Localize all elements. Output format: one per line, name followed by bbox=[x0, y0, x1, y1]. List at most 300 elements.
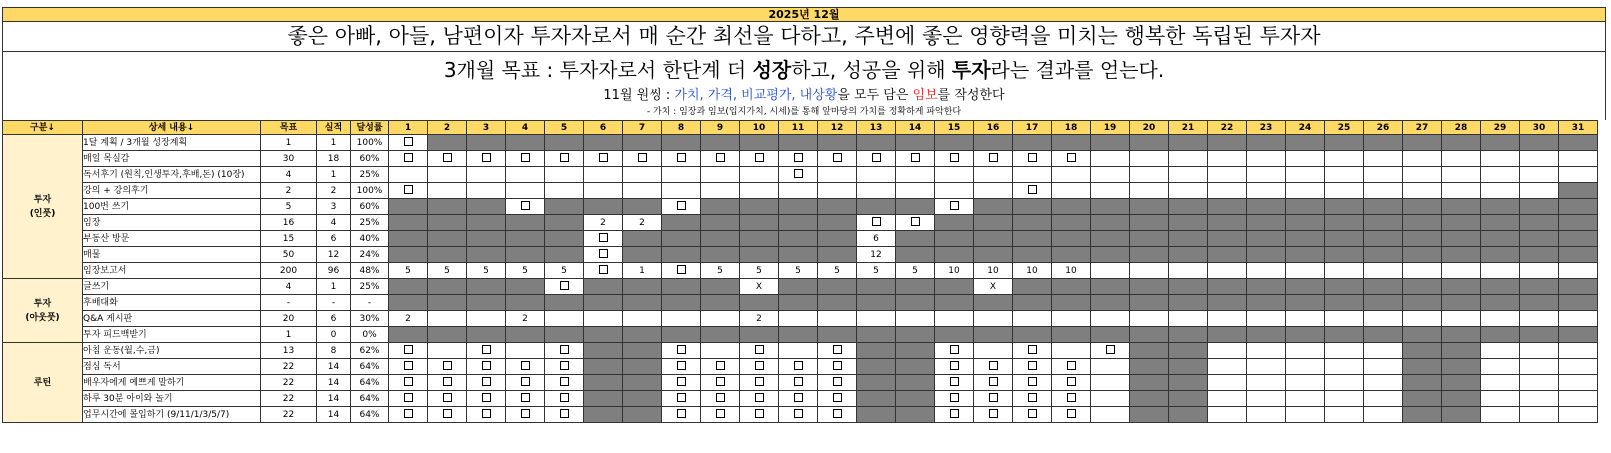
day-cell-check[interactable] bbox=[1013, 343, 1052, 359]
day-cell-check[interactable] bbox=[584, 151, 623, 167]
day-cell-off[interactable] bbox=[1325, 215, 1364, 231]
day-cell-off[interactable] bbox=[896, 375, 935, 391]
day-cell[interactable] bbox=[1481, 151, 1520, 167]
rate-cell[interactable]: 25% bbox=[351, 215, 389, 231]
day-cell-off[interactable] bbox=[506, 295, 545, 311]
checkbox-icon[interactable] bbox=[1106, 345, 1115, 354]
day-cell[interactable] bbox=[1013, 311, 1052, 327]
day-cell[interactable] bbox=[1130, 311, 1169, 327]
day-cell[interactable] bbox=[818, 183, 857, 199]
day-cell[interactable] bbox=[1247, 263, 1286, 279]
checkbox-icon[interactable] bbox=[833, 153, 842, 162]
day-cell-off[interactable] bbox=[428, 327, 467, 343]
day-cell-off[interactable] bbox=[896, 327, 935, 343]
day-cell[interactable] bbox=[857, 311, 896, 327]
day-cell[interactable] bbox=[1130, 151, 1169, 167]
day-cell-off[interactable] bbox=[428, 199, 467, 215]
day-cell[interactable] bbox=[1091, 391, 1130, 407]
day-cell[interactable] bbox=[896, 167, 935, 183]
day-cell-off[interactable] bbox=[623, 199, 662, 215]
checkbox-icon[interactable] bbox=[794, 153, 803, 162]
day-cell-check[interactable] bbox=[779, 167, 818, 183]
day-cell-off[interactable] bbox=[428, 215, 467, 231]
day-cell-off[interactable] bbox=[545, 247, 584, 263]
checkbox-icon[interactable] bbox=[989, 153, 998, 162]
day-cell-check[interactable] bbox=[545, 391, 584, 407]
day-cell-off[interactable] bbox=[623, 391, 662, 407]
day-cell[interactable] bbox=[1364, 343, 1403, 359]
day-cell-off[interactable] bbox=[1091, 295, 1130, 311]
day-cell[interactable] bbox=[974, 311, 1013, 327]
day-cell[interactable]: 2 bbox=[584, 215, 623, 231]
day-cell-off[interactable] bbox=[974, 327, 1013, 343]
detail-cell[interactable]: 하루 30분 아이와 놀기 bbox=[83, 391, 261, 407]
day-cell[interactable]: 5 bbox=[740, 263, 779, 279]
day-cell-off[interactable] bbox=[935, 215, 974, 231]
day-cell-off[interactable] bbox=[974, 231, 1013, 247]
day-cell-check[interactable] bbox=[467, 343, 506, 359]
day-cell-check[interactable] bbox=[701, 151, 740, 167]
day-cell[interactable] bbox=[1364, 391, 1403, 407]
checkbox-icon[interactable] bbox=[404, 409, 413, 418]
rate-cell[interactable]: 60% bbox=[351, 151, 389, 167]
day-cell-check[interactable] bbox=[1052, 391, 1091, 407]
day-cell-check[interactable] bbox=[662, 263, 701, 279]
day-cell-off[interactable] bbox=[1091, 215, 1130, 231]
detail-cell[interactable]: 100번 쓰기 bbox=[83, 199, 261, 215]
day-cell-check[interactable] bbox=[974, 359, 1013, 375]
day-cell[interactable] bbox=[1520, 359, 1559, 375]
day-cell-off[interactable] bbox=[389, 247, 428, 263]
day-cell[interactable] bbox=[779, 343, 818, 359]
day-cell[interactable] bbox=[1325, 311, 1364, 327]
day-cell-off[interactable] bbox=[506, 135, 545, 151]
day-cell-check[interactable] bbox=[779, 359, 818, 375]
day-cell-check[interactable] bbox=[974, 391, 1013, 407]
day-cell-off[interactable] bbox=[1559, 231, 1598, 247]
day-cell-off[interactable] bbox=[1481, 247, 1520, 263]
day-cell-off[interactable] bbox=[506, 279, 545, 295]
day-header-23[interactable]: 23 bbox=[1247, 121, 1286, 135]
day-cell[interactable]: 5 bbox=[428, 263, 467, 279]
day-cell-off[interactable] bbox=[740, 327, 779, 343]
checkbox-icon[interactable] bbox=[482, 409, 491, 418]
day-cell-check[interactable] bbox=[935, 391, 974, 407]
day-cell[interactable] bbox=[1325, 151, 1364, 167]
day-cell-off[interactable] bbox=[623, 135, 662, 151]
day-cell-check[interactable] bbox=[662, 343, 701, 359]
day-cell-off[interactable] bbox=[467, 279, 506, 295]
day-cell[interactable] bbox=[818, 311, 857, 327]
day-cell[interactable] bbox=[1364, 167, 1403, 183]
checkbox-icon[interactable] bbox=[599, 265, 608, 274]
day-cell[interactable] bbox=[1286, 167, 1325, 183]
day-cell-off[interactable] bbox=[974, 295, 1013, 311]
day-cell-off[interactable] bbox=[584, 359, 623, 375]
day-cell-off[interactable] bbox=[1520, 199, 1559, 215]
day-cell-off[interactable] bbox=[1481, 199, 1520, 215]
day-cell-check[interactable] bbox=[779, 151, 818, 167]
day-cell-off[interactable] bbox=[506, 215, 545, 231]
day-cell[interactable] bbox=[584, 311, 623, 327]
checkbox-icon[interactable] bbox=[872, 217, 881, 226]
actual-cell[interactable]: 4 bbox=[317, 215, 351, 231]
checkbox-icon[interactable] bbox=[950, 153, 959, 162]
day-cell[interactable] bbox=[1208, 375, 1247, 391]
day-cell-off[interactable] bbox=[1208, 215, 1247, 231]
day-cell[interactable] bbox=[1247, 391, 1286, 407]
day-cell[interactable] bbox=[1247, 359, 1286, 375]
day-cell-check[interactable] bbox=[935, 199, 974, 215]
day-cell-off[interactable] bbox=[584, 295, 623, 311]
day-cell[interactable] bbox=[1520, 391, 1559, 407]
day-cell-check[interactable] bbox=[896, 215, 935, 231]
day-cell-check[interactable] bbox=[506, 375, 545, 391]
actual-cell[interactable]: 18 bbox=[317, 151, 351, 167]
day-cell-check[interactable] bbox=[428, 375, 467, 391]
day-cell-off[interactable] bbox=[1091, 327, 1130, 343]
day-cell[interactable] bbox=[623, 167, 662, 183]
day-cell-off[interactable] bbox=[1520, 279, 1559, 295]
day-cell-off[interactable] bbox=[1559, 135, 1598, 151]
detail-cell[interactable]: 후배대화 bbox=[83, 295, 261, 311]
day-cell[interactable] bbox=[1169, 167, 1208, 183]
day-cell-off[interactable] bbox=[623, 279, 662, 295]
day-cell[interactable] bbox=[1442, 183, 1481, 199]
day-cell-check[interactable] bbox=[974, 375, 1013, 391]
day-cell-off[interactable] bbox=[1481, 215, 1520, 231]
day-cell-off[interactable] bbox=[1169, 215, 1208, 231]
day-cell-off[interactable] bbox=[545, 199, 584, 215]
day-cell-off[interactable] bbox=[1364, 199, 1403, 215]
day-cell-off[interactable] bbox=[662, 327, 701, 343]
day-cell[interactable] bbox=[1481, 167, 1520, 183]
detail-cell[interactable]: 임장 bbox=[83, 215, 261, 231]
day-cell-off[interactable] bbox=[818, 247, 857, 263]
day-cell[interactable]: 1 bbox=[623, 263, 662, 279]
checkbox-icon[interactable] bbox=[755, 377, 764, 386]
day-cell-off[interactable] bbox=[1403, 391, 1442, 407]
actual-cell[interactable]: 96 bbox=[317, 263, 351, 279]
day-cell[interactable] bbox=[1091, 167, 1130, 183]
category-cell[interactable]: 루틴 bbox=[3, 343, 83, 423]
day-cell-off[interactable] bbox=[428, 231, 467, 247]
day-header-27[interactable]: 27 bbox=[1403, 121, 1442, 135]
day-cell-off[interactable] bbox=[467, 199, 506, 215]
day-cell-off[interactable] bbox=[467, 295, 506, 311]
checkbox-icon[interactable] bbox=[950, 201, 959, 210]
day-cell-check[interactable] bbox=[467, 151, 506, 167]
day-cell[interactable] bbox=[584, 167, 623, 183]
day-cell-check[interactable] bbox=[428, 151, 467, 167]
checkbox-icon[interactable] bbox=[794, 393, 803, 402]
day-cell-off[interactable] bbox=[1403, 295, 1442, 311]
day-cell-off[interactable] bbox=[1286, 215, 1325, 231]
day-cell-off[interactable] bbox=[779, 247, 818, 263]
day-cell-off[interactable] bbox=[1052, 279, 1091, 295]
day-cell-off[interactable] bbox=[389, 199, 428, 215]
day-cell-check[interactable] bbox=[389, 391, 428, 407]
day-cell-off[interactable] bbox=[1559, 295, 1598, 311]
day-cell-off[interactable] bbox=[428, 295, 467, 311]
day-cell-off[interactable] bbox=[584, 407, 623, 423]
day-header-21[interactable]: 21 bbox=[1169, 121, 1208, 135]
rate-cell[interactable]: 24% bbox=[351, 247, 389, 263]
day-cell[interactable] bbox=[1286, 375, 1325, 391]
day-cell-check[interactable] bbox=[896, 151, 935, 167]
day-cell[interactable] bbox=[506, 167, 545, 183]
day-cell-off[interactable] bbox=[1247, 135, 1286, 151]
day-cell-check[interactable] bbox=[701, 391, 740, 407]
day-cell-check[interactable] bbox=[623, 151, 662, 167]
day-cell-off[interactable] bbox=[896, 279, 935, 295]
day-cell[interactable] bbox=[1559, 359, 1598, 375]
day-cell-off[interactable] bbox=[389, 231, 428, 247]
day-cell-off[interactable] bbox=[584, 343, 623, 359]
day-cell-off[interactable] bbox=[389, 279, 428, 295]
day-cell-check[interactable] bbox=[701, 407, 740, 423]
day-cell-off[interactable] bbox=[1169, 279, 1208, 295]
day-cell-off[interactable] bbox=[623, 343, 662, 359]
day-cell-off[interactable] bbox=[1052, 247, 1091, 263]
day-cell-off[interactable] bbox=[740, 135, 779, 151]
day-cell[interactable] bbox=[1403, 183, 1442, 199]
checkbox-icon[interactable] bbox=[404, 185, 413, 194]
day-cell-off[interactable] bbox=[896, 359, 935, 375]
day-cell-off[interactable] bbox=[1442, 247, 1481, 263]
day-header-5[interactable]: 5 bbox=[545, 121, 584, 135]
vision-statement[interactable]: 좋은 아빠, 아들, 남편이자 투자자로서 매 순간 최선을 다하고, 주변에 좋은 영향력을 미치는 행복한 독립된 투자자 bbox=[2, 22, 1606, 52]
day-cell-off[interactable] bbox=[1442, 215, 1481, 231]
rate-cell[interactable]: 25% bbox=[351, 167, 389, 183]
day-cell-off[interactable] bbox=[1325, 135, 1364, 151]
day-cell-check[interactable] bbox=[428, 407, 467, 423]
checkbox-icon[interactable] bbox=[521, 201, 530, 210]
day-cell-off[interactable] bbox=[584, 199, 623, 215]
day-cell-off[interactable] bbox=[428, 279, 467, 295]
checkbox-icon[interactable] bbox=[482, 153, 491, 162]
day-cell[interactable] bbox=[1208, 183, 1247, 199]
day-cell-off[interactable] bbox=[1403, 375, 1442, 391]
checkbox-icon[interactable] bbox=[521, 377, 530, 386]
day-cell-check[interactable] bbox=[818, 407, 857, 423]
day-cell-off[interactable] bbox=[1208, 199, 1247, 215]
day-cell[interactable] bbox=[1208, 407, 1247, 423]
day-cell-off[interactable] bbox=[1442, 199, 1481, 215]
actual-cell[interactable]: 1 bbox=[317, 279, 351, 295]
day-cell[interactable] bbox=[1364, 375, 1403, 391]
day-cell-off[interactable] bbox=[896, 343, 935, 359]
day-cell-off[interactable] bbox=[779, 327, 818, 343]
day-cell[interactable] bbox=[1247, 183, 1286, 199]
day-cell-off[interactable] bbox=[1091, 247, 1130, 263]
day-cell-check[interactable] bbox=[389, 151, 428, 167]
day-cell-check[interactable] bbox=[935, 407, 974, 423]
day-cell[interactable] bbox=[1208, 263, 1247, 279]
day-cell-check[interactable] bbox=[740, 359, 779, 375]
day-cell-check[interactable] bbox=[545, 151, 584, 167]
day-cell-off[interactable] bbox=[389, 327, 428, 343]
day-cell-off[interactable] bbox=[935, 135, 974, 151]
day-cell-check[interactable] bbox=[779, 391, 818, 407]
day-header-10[interactable]: 10 bbox=[740, 121, 779, 135]
day-cell[interactable] bbox=[1325, 391, 1364, 407]
day-cell-off[interactable] bbox=[1481, 327, 1520, 343]
day-cell-off[interactable] bbox=[623, 327, 662, 343]
day-cell-off[interactable] bbox=[545, 327, 584, 343]
day-cell-off[interactable] bbox=[701, 279, 740, 295]
target-cell[interactable]: 1 bbox=[261, 135, 317, 151]
day-header-4[interactable]: 4 bbox=[506, 121, 545, 135]
day-cell-off[interactable] bbox=[389, 215, 428, 231]
actual-cell[interactable]: 14 bbox=[317, 407, 351, 423]
day-cell-check[interactable] bbox=[662, 199, 701, 215]
day-header-7[interactable]: 7 bbox=[623, 121, 662, 135]
day-header-25[interactable]: 25 bbox=[1325, 121, 1364, 135]
checkbox-icon[interactable] bbox=[482, 345, 491, 354]
day-cell-off[interactable] bbox=[1130, 295, 1169, 311]
checkbox-icon[interactable] bbox=[404, 137, 413, 146]
day-cell-check[interactable] bbox=[584, 231, 623, 247]
day-cell[interactable] bbox=[1052, 311, 1091, 327]
day-cell-off[interactable] bbox=[1520, 327, 1559, 343]
day-cell[interactable] bbox=[1403, 151, 1442, 167]
day-cell-off[interactable] bbox=[857, 343, 896, 359]
day-cell-off[interactable] bbox=[1520, 231, 1559, 247]
day-cell[interactable] bbox=[1559, 151, 1598, 167]
day-cell[interactable]: 5 bbox=[779, 263, 818, 279]
checkbox-icon[interactable] bbox=[521, 393, 530, 402]
checkbox-icon[interactable] bbox=[1028, 361, 1037, 370]
day-cell-off[interactable] bbox=[506, 247, 545, 263]
day-cell-off[interactable] bbox=[662, 215, 701, 231]
day-cell[interactable] bbox=[1091, 151, 1130, 167]
day-cell-off[interactable] bbox=[1559, 327, 1598, 343]
checkbox-icon[interactable] bbox=[755, 345, 764, 354]
day-cell-off[interactable] bbox=[623, 231, 662, 247]
day-cell-check[interactable] bbox=[740, 343, 779, 359]
rate-cell[interactable]: 62% bbox=[351, 343, 389, 359]
day-cell[interactable] bbox=[623, 311, 662, 327]
target-cell[interactable]: 5 bbox=[261, 199, 317, 215]
rate-cell[interactable]: 60% bbox=[351, 199, 389, 215]
day-cell[interactable] bbox=[1286, 359, 1325, 375]
day-cell[interactable] bbox=[779, 311, 818, 327]
target-cell[interactable]: 16 bbox=[261, 215, 317, 231]
day-cell-check[interactable] bbox=[545, 279, 584, 295]
day-cell-off[interactable] bbox=[1247, 231, 1286, 247]
day-cell[interactable]: 5 bbox=[857, 263, 896, 279]
day-header-16[interactable]: 16 bbox=[974, 121, 1013, 135]
day-cell-off[interactable] bbox=[1169, 327, 1208, 343]
day-cell[interactable] bbox=[1559, 167, 1598, 183]
day-cell-off[interactable] bbox=[1013, 295, 1052, 311]
day-cell[interactable] bbox=[1364, 183, 1403, 199]
day-cell-off[interactable] bbox=[467, 327, 506, 343]
day-cell-off[interactable] bbox=[857, 375, 896, 391]
detail-cell[interactable]: 점심 독서 bbox=[83, 359, 261, 375]
day-cell-off[interactable] bbox=[1442, 135, 1481, 151]
day-cell[interactable] bbox=[1247, 311, 1286, 327]
detail-cell[interactable]: 매일 목실감 bbox=[83, 151, 261, 167]
checkbox-icon[interactable] bbox=[950, 361, 959, 370]
day-cell[interactable] bbox=[1520, 407, 1559, 423]
checkbox-icon[interactable] bbox=[755, 153, 764, 162]
day-cell-check[interactable] bbox=[974, 151, 1013, 167]
actual-cell[interactable]: 14 bbox=[317, 359, 351, 375]
day-cell[interactable] bbox=[545, 167, 584, 183]
checkbox-icon[interactable] bbox=[521, 409, 530, 418]
day-cell-off[interactable] bbox=[1481, 279, 1520, 295]
day-cell[interactable]: 5 bbox=[818, 263, 857, 279]
day-header-6[interactable]: 6 bbox=[584, 121, 623, 135]
checkbox-icon[interactable] bbox=[599, 153, 608, 162]
day-cell-off[interactable] bbox=[1364, 215, 1403, 231]
checkbox-icon[interactable] bbox=[482, 361, 491, 370]
day-cell[interactable] bbox=[1364, 263, 1403, 279]
day-cell[interactable] bbox=[1325, 183, 1364, 199]
day-cell[interactable] bbox=[1481, 263, 1520, 279]
day-cell-off[interactable] bbox=[1403, 247, 1442, 263]
checkbox-icon[interactable] bbox=[833, 361, 842, 370]
target-cell[interactable]: 50 bbox=[261, 247, 317, 263]
day-cell[interactable]: 5 bbox=[701, 263, 740, 279]
day-cell-check[interactable] bbox=[389, 183, 428, 199]
target-cell[interactable]: 1 bbox=[261, 327, 317, 343]
checkbox-icon[interactable] bbox=[989, 409, 998, 418]
day-cell-check[interactable] bbox=[857, 151, 896, 167]
day-cell-check[interactable] bbox=[467, 359, 506, 375]
day-cell-off[interactable] bbox=[779, 295, 818, 311]
detail-cell[interactable]: 임장보고서 bbox=[83, 263, 261, 279]
day-cell-check[interactable] bbox=[1052, 359, 1091, 375]
day-cell-off[interactable] bbox=[545, 215, 584, 231]
day-cell-check[interactable] bbox=[1013, 151, 1052, 167]
day-header-3[interactable]: 3 bbox=[467, 121, 506, 135]
day-cell-off[interactable] bbox=[701, 327, 740, 343]
day-cell-off[interactable] bbox=[1520, 295, 1559, 311]
day-cell[interactable] bbox=[1091, 375, 1130, 391]
day-cell-off[interactable] bbox=[740, 295, 779, 311]
day-cell-off[interactable] bbox=[935, 231, 974, 247]
day-cell-check[interactable] bbox=[545, 343, 584, 359]
day-cell-check[interactable] bbox=[584, 247, 623, 263]
goal-block[interactable] bbox=[2, 52, 1606, 120]
day-cell[interactable] bbox=[1520, 343, 1559, 359]
day-cell[interactable] bbox=[1559, 343, 1598, 359]
day-cell[interactable]: 5 bbox=[506, 263, 545, 279]
day-cell-off[interactable] bbox=[1208, 135, 1247, 151]
checkbox-icon[interactable] bbox=[989, 361, 998, 370]
day-cell-off[interactable] bbox=[545, 295, 584, 311]
day-cell-check[interactable] bbox=[467, 391, 506, 407]
day-cell-off[interactable] bbox=[1130, 135, 1169, 151]
day-cell[interactable] bbox=[1559, 375, 1598, 391]
day-header-22[interactable]: 22 bbox=[1208, 121, 1247, 135]
day-cell-off[interactable] bbox=[1520, 247, 1559, 263]
day-cell[interactable] bbox=[1364, 359, 1403, 375]
detail-cell[interactable]: 1달 계획 / 3개월 성장계획 bbox=[83, 135, 261, 151]
day-cell-off[interactable] bbox=[818, 231, 857, 247]
day-cell-off[interactable] bbox=[1130, 343, 1169, 359]
day-cell[interactable] bbox=[1130, 183, 1169, 199]
day-cell-off[interactable] bbox=[1286, 231, 1325, 247]
day-header-24[interactable]: 24 bbox=[1286, 121, 1325, 135]
day-cell[interactable] bbox=[1481, 391, 1520, 407]
day-cell-off[interactable] bbox=[1130, 215, 1169, 231]
checkbox-icon[interactable] bbox=[404, 361, 413, 370]
day-cell-off[interactable] bbox=[896, 407, 935, 423]
